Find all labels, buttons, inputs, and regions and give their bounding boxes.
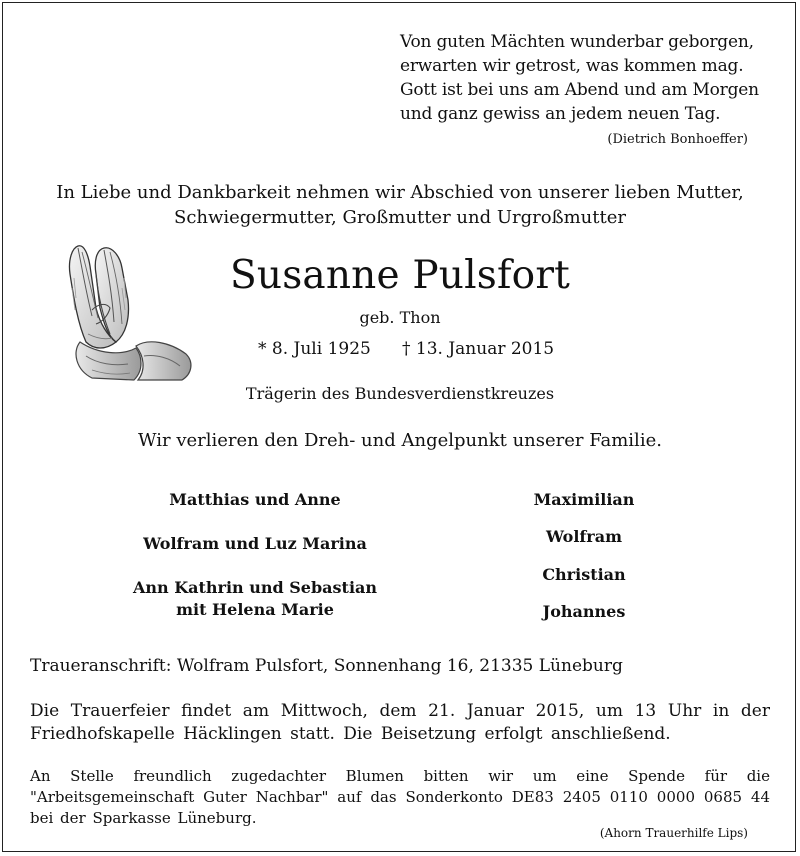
maiden-name: geb. Thon	[359, 308, 441, 327]
deceased-name: Susanne Pulsfort	[229, 253, 571, 298]
poem-line: und ganz gewiss an jedem neuen Tag.	[400, 104, 721, 124]
donation-request	[30, 766, 770, 829]
family-member-right: Wolfram	[545, 527, 623, 546]
award-text: Trägerin des Bundesverdienstkreuzes	[245, 384, 555, 403]
intro-line: Schwiegermutter, Großmutter und Urgroßmutter	[174, 207, 626, 228]
poem-author: (Dietrich Bonhoeffer)	[607, 132, 748, 147]
ceremony-info: Die Trauerfeier findet am Mittwoch, dem 21. Januar 2015, um 13 Uhr in der Friedhofskapelle Häcklingen statt. Die Beisetzung erfolgt anschließend.	[30, 701, 770, 744]
family-motto: Wir verlieren den Dreh- und Angelpunkt unserer Familie.	[138, 430, 662, 451]
poem-line: erwarten wir getrost, was kommen mag.	[400, 56, 744, 76]
family-member-left: Ann Kathrin und Sebastian	[132, 578, 378, 597]
birth-date: * 8. Juli 1925	[258, 339, 371, 359]
donation-line: An Stelle freundlich zugedachter Blumen bitten wir um eine Spende für die	[30, 767, 770, 785]
poem-line: Von guten Mächten wunderbar geborgen,	[400, 32, 754, 52]
family-member-left: Matthias und Anne	[169, 490, 341, 509]
family-member-right: Johannes	[542, 602, 626, 621]
intro-text	[0, 180, 800, 230]
family-member-right: Maximilian	[533, 490, 635, 509]
intro-line: In Liebe und Dankbarkeit nehmen wir Abschied von unserer lieben Mutter,	[56, 182, 744, 203]
donation-line: "Arbeitsgemeinschaft Guter Nachbar" auf das Sonderkonto DE83 2405 0110 0000 0685 44	[30, 788, 770, 806]
undertaker-credit: (Ahorn Trauerhilfe Lips)	[599, 826, 748, 840]
poem-line: Gott ist bei uns am Abend und am Morgen	[400, 80, 759, 100]
family-member-left: mit Helena Marie	[176, 600, 334, 619]
death-date: † 13. Januar 2015	[402, 339, 555, 359]
mourning-address: Traueranschrift: Wolfram Pulsfort, Sonnenhang 16, 21335 Lüneburg	[30, 656, 623, 676]
family-member-left: Wolfram und Luz Marina	[143, 534, 367, 553]
donation-line: bei der Sparkasse Lüneburg.	[30, 809, 257, 827]
family-member-right: Christian	[542, 565, 626, 584]
poem	[400, 30, 759, 126]
